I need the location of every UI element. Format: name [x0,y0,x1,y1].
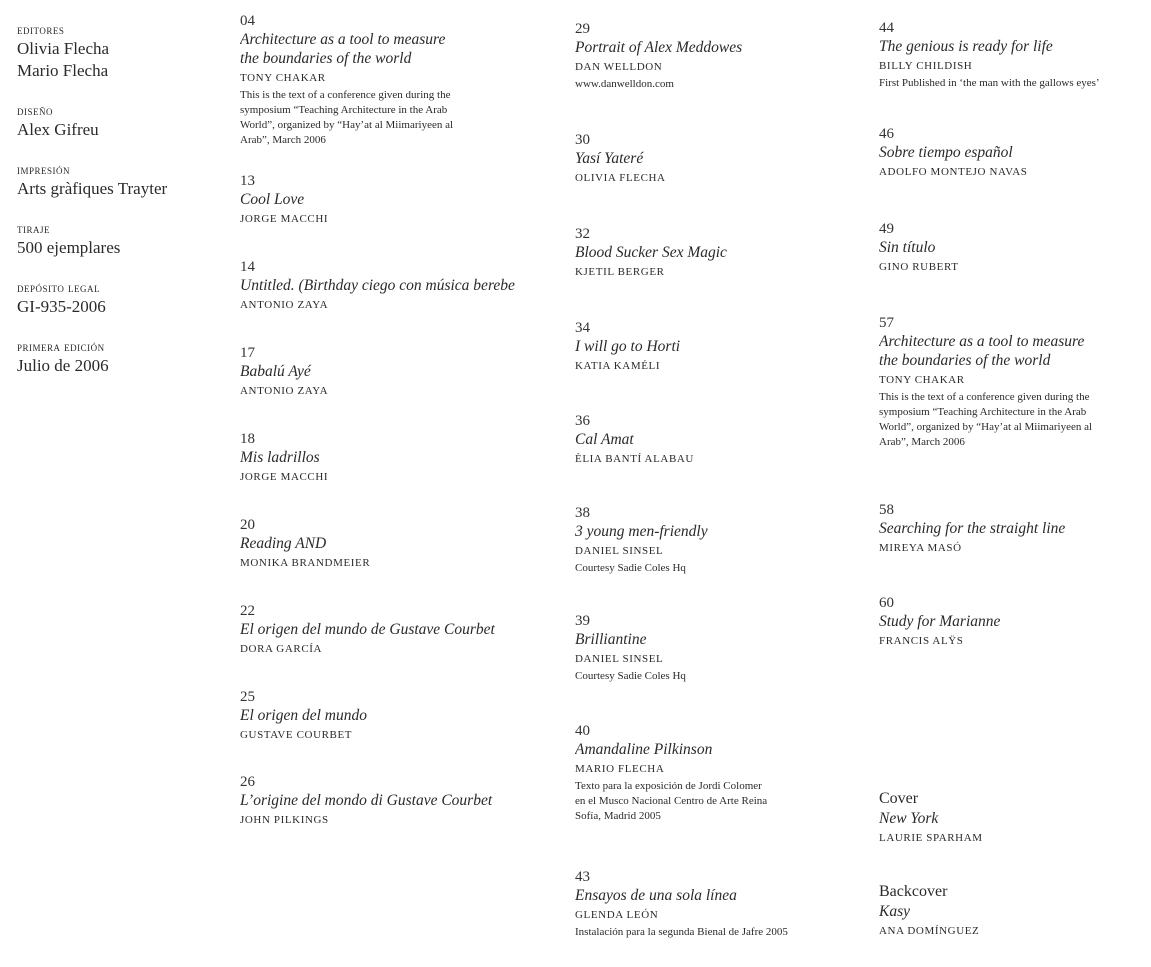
page-number: 40 [575,723,590,739]
entry-title [240,706,540,725]
entry-title [575,243,875,262]
entry-author: GLENDA LEÓN [575,909,659,921]
entry-title [879,519,1151,538]
contents-entry [879,125,1151,180]
entry-title-line: Amandaline Pilkinson [575,741,713,758]
contents-entry [879,594,1151,649]
contents-entry [240,602,540,657]
entry-author: ÈLIA BANTÍ ALABAU [575,453,694,465]
entry-note-line: Arab”, March 2006 [240,134,326,146]
credit-item [17,103,217,141]
entry-note [575,779,875,824]
entry-author: TONY CHAKAR [879,374,965,386]
contents-entry [575,412,875,467]
entry-note-line: Instalación para la segunda Bienal de Jafre 2005 [575,926,788,938]
contents-entry [575,612,875,684]
contents-entry [240,258,540,313]
entry-note-line: This is the text of a conference given during the [240,89,451,101]
entry-author: DANIEL SINSEL [575,653,664,665]
entry-title [575,149,875,168]
contents-entry [575,131,875,186]
entry-title-line: Kasy [879,903,910,920]
entry-title [879,332,1151,370]
contents-entry [575,20,875,92]
contents-entry [575,722,875,824]
entry-title-line: Babalú Ayé [240,363,311,380]
entry-note-line: This is the text of a conference given during the [879,391,1090,403]
credit-label: diseño [17,104,53,118]
entry-title-line: Study for Marianne [879,613,1001,630]
contents-entry [240,773,540,828]
section-label: Backcover [879,883,948,900]
page-number: 22 [240,603,255,619]
entry-author: JORGE MACCHI [240,213,329,225]
entry-title-line: Mis ladrillos [240,449,320,466]
credit-value: Julio de 2006 [17,356,109,375]
entry-title [879,809,1151,828]
entry-author: ANA DOMÍNGUEZ [879,925,980,937]
entry-author: GUSTAVE COURBET [240,729,353,741]
entry-note-line: symposium “Teaching Architecture in the Arab [879,406,1087,418]
contents-entry [879,314,1151,450]
credit-item [17,162,217,200]
entry-title-line: Untitled. (Birthday ciego con música berebe [240,277,515,294]
contents-entry [575,868,875,940]
credit-label: editores [17,23,65,37]
entry-author: FRANCIS ALŸS [879,635,964,647]
page-number: 30 [575,132,590,148]
page-number: 36 [575,413,590,429]
entry-title [575,740,875,759]
entry-note-line: www.danwelldon.com [575,78,674,90]
contents-entry [879,501,1151,556]
entry-title-line: Architecture as a tool to measure [240,31,446,48]
entry-title-line: Reading AND [240,535,327,552]
entry-title-line: 3 young men-friendly [575,523,708,540]
entry-note [575,669,875,684]
credit-item [17,221,217,259]
page-number: 18 [240,431,255,447]
contents-entry [240,12,540,148]
contents-entry [240,344,540,399]
entry-title-line: El origen del mundo [240,707,367,724]
entry-title [575,38,875,57]
entry-note-line: First Published in ‘the man with the gallows eyes’ [879,77,1100,89]
page-number: 44 [879,20,894,36]
page-number: 43 [575,869,590,885]
entry-note-line: Courtesy Sadie Coles Hq [575,670,686,682]
entry-title-line: Portrait of Alex Meddowes [575,39,743,56]
contents-entry [240,688,540,743]
entry-note [575,561,875,576]
contents-entry [879,882,1151,939]
entry-title-line: the boundaries of the world [879,352,1051,369]
entry-note-line: en el Musco Nacional Centro de Arte Reina [575,795,768,807]
page-number: 17 [240,345,255,361]
entry-author: LAURIE SPARHAM [879,832,983,844]
entry-title [879,37,1151,56]
page-number: 04 [240,13,255,29]
page-number: 14 [240,259,255,275]
entry-title-line: Blood Sucker Sex Magic [575,244,727,261]
entry-title-line: Brilliantine [575,631,647,648]
entry-title-line: Cal Amat [575,431,634,448]
entry-title [240,791,540,810]
entry-title [575,630,875,649]
entry-note-line: Texto para la exposición de Jordi Colomer [575,780,762,792]
entry-title [575,430,875,449]
entry-title-line: Sobre tiempo español [879,144,1013,161]
credit-label: tiraje [17,222,50,236]
entry-title [879,902,1151,921]
contents-entry [879,19,1151,91]
credit-item [17,339,217,377]
credit-value: 500 ejemplares [17,238,121,257]
page-number: 34 [575,320,590,336]
entry-author: DANIEL SINSEL [575,545,664,557]
entry-author: MIREYA MASÓ [879,542,962,554]
page-number: 20 [240,517,255,533]
entry-title [575,522,875,541]
entry-author: JORGE MACCHI [240,471,329,483]
contents-entry [575,504,875,576]
page-number: 26 [240,774,255,790]
page-number: 49 [879,221,894,237]
entry-title [240,362,540,381]
entry-title-line: Ensayos de una sola línea [575,887,737,904]
entry-title-line: Searching for the straight line [879,520,1066,537]
entry-note [575,925,875,940]
entry-title-line: El origen del mundo de Gustave Courbet [240,621,495,638]
contents-entry [240,172,540,227]
entry-author: KATIA KAMÉLI [575,360,661,372]
entry-author: ANTONIO ZAYA [240,385,329,397]
entry-author: DAN WELLDON [575,61,663,73]
entry-title-line: Yasí Yateré [575,150,644,167]
entry-title [240,276,540,295]
credit-label: impresión [17,163,71,177]
section-label: Cover [879,790,919,807]
contents-entry [879,220,1151,275]
entry-title-line: I will go to Horti [575,338,681,355]
entry-author: KJETIL BERGER [575,266,665,278]
entry-note-line: Arab”, March 2006 [879,436,965,448]
contents-entry [240,430,540,485]
credit-value: Arts gràfiques Trayter [17,179,168,198]
page-number: 57 [879,315,894,331]
contents-entry [575,319,875,374]
entry-title [240,190,540,209]
entry-title [575,886,875,905]
page-number: 25 [240,689,255,705]
entry-author: ANTONIO ZAYA [240,299,329,311]
entry-title [240,448,540,467]
entry-author: BILLY CHILDISH [879,60,973,72]
entry-author: ADOLFO MONTEJO NAVAS [879,166,1028,178]
entry-title [240,620,540,639]
entry-title [575,337,875,356]
entry-author: JOHN PILKINGS [240,814,329,826]
entry-title-line: L’origine del mondo di Gustave Courbet [240,792,493,809]
entry-title [240,30,540,68]
entry-title-line: New York [879,810,939,827]
page-number: 39 [575,613,590,629]
entry-author: OLIVIA FLECHA [575,172,666,184]
contents-entry [879,789,1151,846]
credit-label: depósito legal [17,281,100,295]
entry-title-line: Architecture as a tool to measure [879,333,1085,350]
entry-note-line: World”, organized by “Hay’at al Miimariyeen al [879,421,1093,433]
credit-value: GI-935-2006 [17,297,106,316]
credit-item [17,280,217,318]
entry-note-line: symposium “Teaching Architecture in the Arab [240,104,448,116]
page-number: 29 [575,21,590,37]
entry-author: TONY CHAKAR [240,72,326,84]
entry-note-line: Courtesy Sadie Coles Hq [575,562,686,574]
entry-title [879,612,1151,631]
entry-title-line: Sin título [879,239,936,256]
contents-entry [575,225,875,280]
credit-label: primera edición [17,340,105,354]
entry-title [879,143,1151,162]
entry-note [575,77,875,92]
entry-title-line: Cool Love [240,191,305,208]
contents-entry [240,516,540,571]
page-number: 32 [575,226,590,242]
entry-note [879,76,1151,91]
entry-author: MONIKA BRANDMEIER [240,557,371,569]
entry-note [240,88,540,148]
credit-value: Olivia Flecha [17,39,110,58]
entry-note-line: Sofía, Madrid 2005 [575,810,661,822]
entry-author: DORA GARCÍA [240,643,323,655]
credit-value: Alex Gifreu [17,120,99,139]
entry-title [879,238,1151,257]
credit-value: Mario Flecha [17,61,109,80]
credits-block [17,22,217,398]
credit-item [17,22,217,82]
page-number: 38 [575,505,590,521]
entry-author: MARIO FLECHA [575,763,665,775]
page-number: 60 [879,595,894,611]
page-number: 46 [879,126,894,142]
entry-note [879,390,1151,450]
page-number: 58 [879,502,894,518]
page-number: 13 [240,173,255,189]
entry-title-line: The genious is ready for life [879,38,1053,55]
entry-title-line: the boundaries of the world [240,50,412,67]
entry-note-line: World”, organized by “Hay’at al Miimariyeen al [240,119,454,131]
entry-author: GINO RUBERT [879,261,959,273]
entry-title [240,534,540,553]
